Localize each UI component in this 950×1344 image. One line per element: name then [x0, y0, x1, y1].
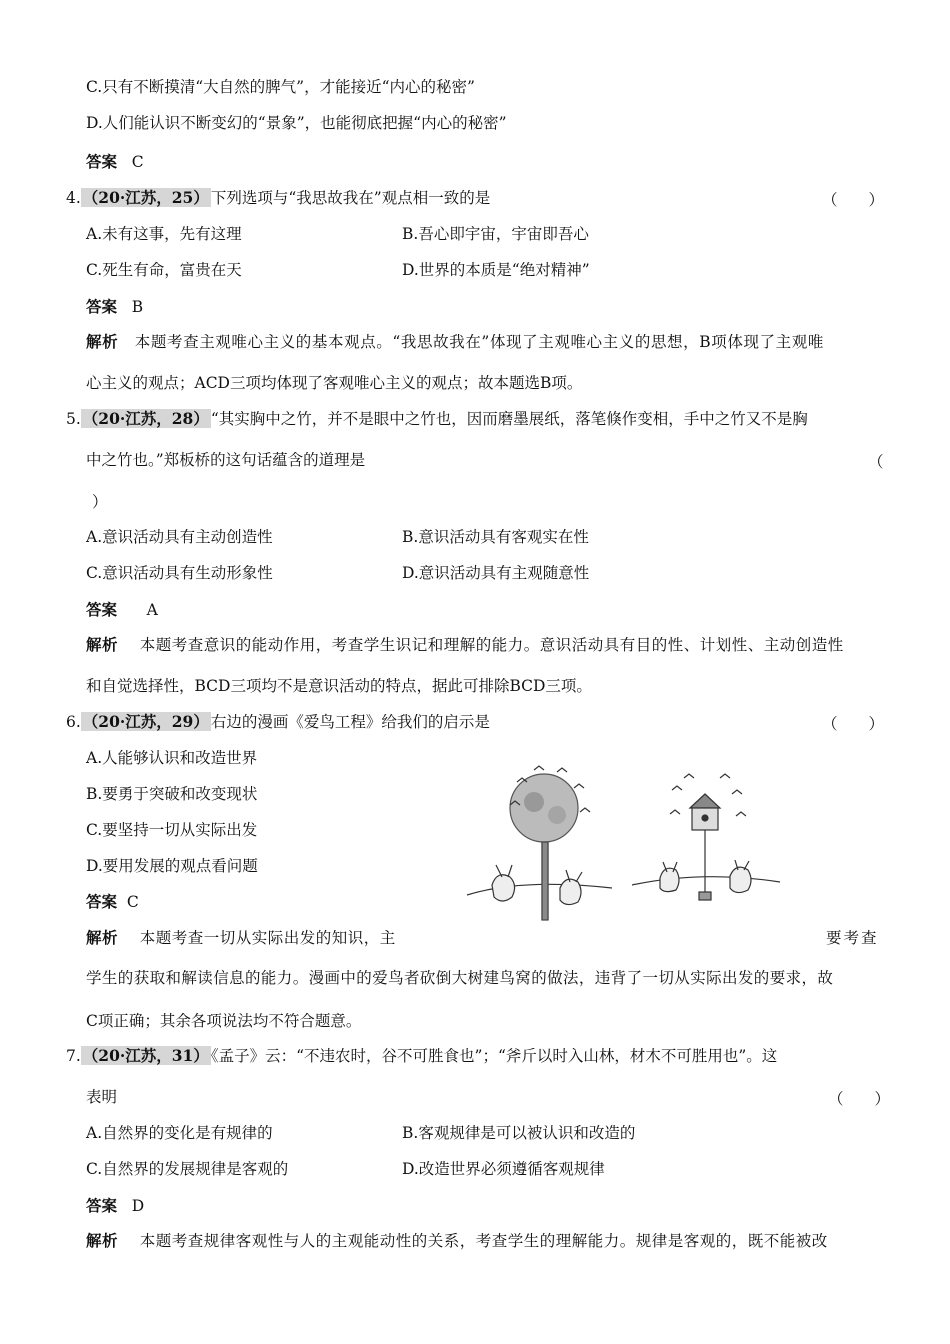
q4-analysis-line2: 心主义的观点；ACD三项均体现了客观唯心主义的观点；故本题选B项。: [86, 374, 583, 392]
analysis-text: 本题考查一切从实际出发的知识，主: [139, 929, 396, 947]
q6-analysis-line3: C项正确；其余各项说法均不符合题意。: [86, 1012, 362, 1030]
q7-stem-line2: 表明: [86, 1088, 118, 1106]
question-text: 《孟子》云：“不违农时，谷不可胜食也”；“斧斤以时入山林，材木不可胜用也”。这: [210, 1047, 778, 1065]
analysis-text: 本题考查主观唯心主义的基本观点。“我思故我在”体现了主观唯心主义的思想，B项体现了主观唯: [134, 333, 824, 351]
question-source: （20·江苏，29）: [82, 712, 209, 731]
q6-answer-paren: （ ）: [822, 715, 885, 733]
q7-option-b: B.客观规律是可以被认识和改造的: [402, 1124, 636, 1142]
question-source: （20·江苏，25）: [82, 188, 209, 207]
q6-answer: [86, 892, 139, 912]
q7-answer: [86, 1196, 144, 1216]
answer-value: C: [131, 153, 144, 171]
q5-stem-line2: 中之竹也。”郑板桥的这句话蕴含的道理是: [86, 451, 366, 469]
question-number: 4.: [66, 189, 81, 207]
answer-value: A: [146, 601, 158, 619]
q6-option-b: B.要勇于突破和改变现状: [86, 785, 258, 803]
q7-answer-paren: （ ）: [828, 1090, 891, 1108]
answer-value: B: [131, 298, 144, 316]
q3-option-c: C.只有不断摸清“大自然的脾气”，才能接近“内心的秘密”: [86, 78, 475, 96]
q6-analysis-line2: 学生的获取和解读信息的能力。漫画中的爱鸟者砍倒大树建鸟窝的做法，违背了一切从实际出发的要求，故: [86, 969, 834, 987]
question-text: 下列选项与“我思故我在”观点相一致的是: [210, 189, 491, 207]
analysis-text: 本题考查规律客观性与人的主观能动性的关系，考查学生的理解能力。规律是客观的，既不能被改: [139, 1232, 828, 1250]
q5-option-c: C.意识活动具有生动形象性: [86, 564, 273, 582]
question-text: 右边的漫画《爱鸟工程》给我们的启示是: [210, 713, 490, 731]
q4-answer: [86, 297, 143, 317]
q4-option-c: C.死生有命，富贵在天: [86, 261, 242, 279]
q7-stem: [66, 1046, 777, 1066]
q7-option-c: C.自然界的发展规律是客观的: [86, 1160, 289, 1178]
q6-option-a: A.人能够认识和改造世界: [86, 749, 258, 767]
answer-label: 答案: [86, 1196, 118, 1215]
question-number: 7.: [66, 1047, 81, 1065]
bird-love-cartoon-illustration: [462, 760, 782, 935]
q4-analysis: [86, 332, 824, 352]
q7-analysis: [86, 1231, 828, 1251]
q6-option-c: C.要坚持一切从实际出发: [86, 821, 258, 839]
q5-answer: [86, 600, 158, 620]
q5-stem: [66, 409, 808, 429]
q3-option-d: D.人们能认识不断变幻的“景象”，也能彻底把握“内心的秘密”: [86, 114, 507, 132]
q6-option-d: D.要用发展的观点看问题: [86, 857, 258, 875]
answer-label: 答案: [86, 600, 118, 619]
answer-label: 答案: [86, 152, 118, 171]
q4-option-b: B.吾心即宇宙，宇宙即吾心: [402, 225, 589, 243]
analysis-label: 解析: [86, 1231, 119, 1250]
q7-option-a: A.自然界的变化是有规律的: [86, 1124, 273, 1142]
q5-analysis: [86, 635, 844, 655]
question-number: 6.: [66, 713, 81, 731]
q7-option-d: D.改造世界必须遵循客观规律: [402, 1160, 605, 1178]
q3-answer: [86, 152, 144, 172]
question-source: （20·江苏，31）: [82, 1046, 209, 1065]
q4-answer-paren: （ ）: [822, 191, 885, 209]
q5-option-b: B.意识活动具有客观实在性: [402, 528, 589, 546]
q4-stem: [66, 188, 490, 208]
question-source: （20·江苏，28）: [82, 409, 209, 428]
analysis-label: 解析: [86, 635, 119, 654]
q4-option-d: D.世界的本质是“绝对精神”: [402, 261, 590, 279]
answer-value: D: [131, 1197, 145, 1215]
question-text: “其实胸中之竹，并不是眼中之竹也，因而磨墨展纸，落笔倏作变相，手中之竹又不是胸: [210, 410, 808, 428]
q5-paren-open: （: [868, 453, 884, 471]
question-number: 5.: [66, 410, 81, 428]
q5-paren-close: ）: [92, 493, 108, 511]
answer-label: 答案: [86, 297, 118, 316]
q5-option-a: A.意识活动具有主动创造性: [86, 528, 273, 546]
q6-stem: [66, 712, 490, 732]
q4-option-a: A.未有这事，先有这理: [86, 225, 242, 243]
q5-analysis-line2: 和自觉选择性，BCD三项均不是意识活动的特点，据此可排除BCD三项。: [86, 677, 592, 695]
q6-analysis-cont: 要考查: [826, 929, 879, 947]
analysis-label: 解析: [86, 928, 119, 947]
q6-analysis: [86, 928, 396, 948]
answer-label: 答案: [86, 892, 118, 911]
answer-value: C: [126, 893, 139, 911]
analysis-label: 解析: [86, 332, 119, 351]
analysis-text: 本题考查意识的能动作用，考查学生识记和理解的能力。意识活动具有目的性、计划性、主动创造性: [139, 636, 844, 654]
q5-option-d: D.意识活动具有主观随意性: [402, 564, 590, 582]
